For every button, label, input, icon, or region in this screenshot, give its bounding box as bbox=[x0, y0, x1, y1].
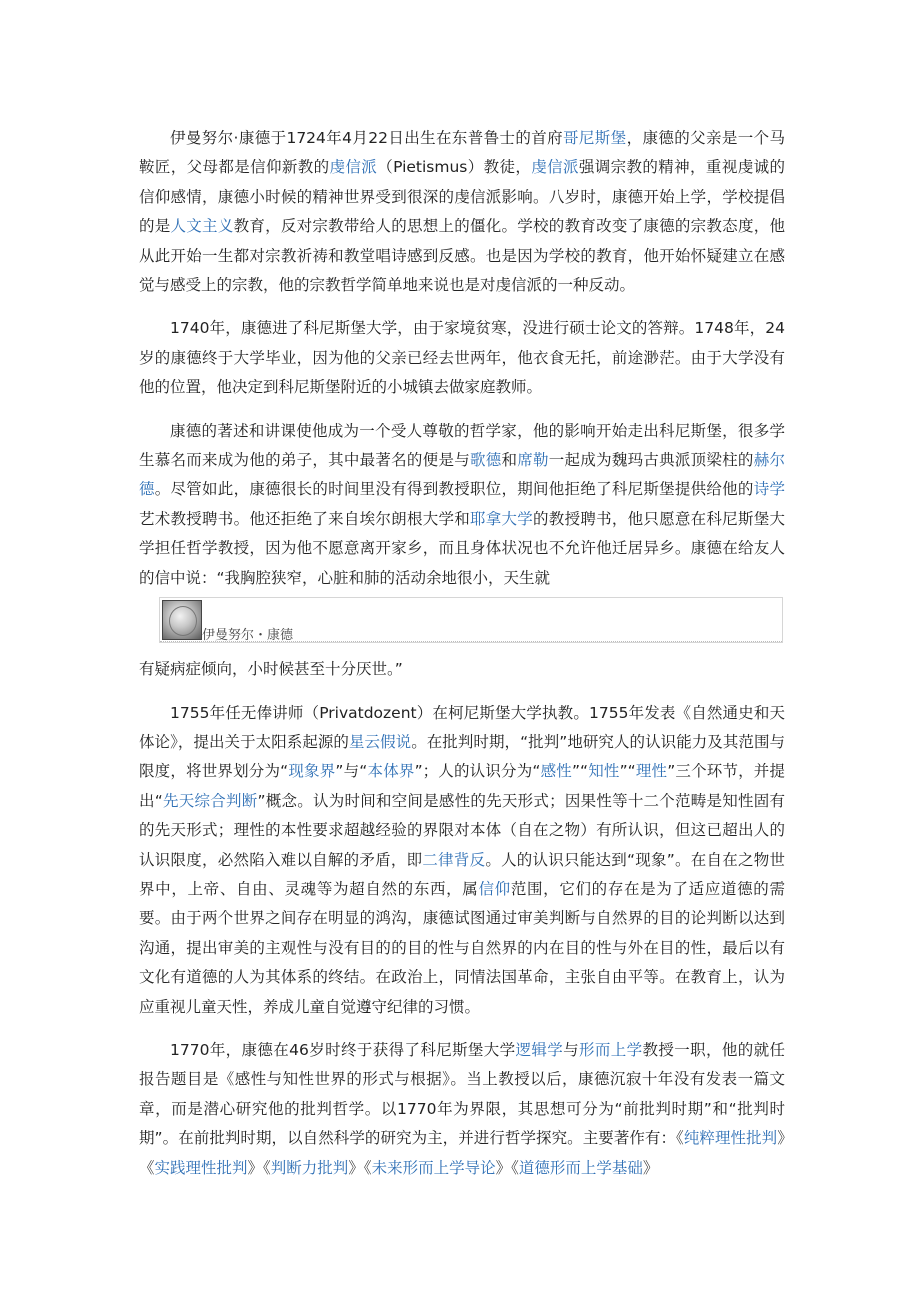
paragraph-university bbox=[139, 314, 785, 402]
text: ”“ bbox=[619, 762, 636, 781]
text: 。在批判时期，“批判”地研究人的认识能力及其范围与限度，将世界划分为“ bbox=[139, 732, 785, 781]
text: 教授一职，他的就任报告题目是《感性与知性世界的形式与根据》。当上教授以后，康德沉寂十年没有发表一篇文章，而是潜心研究他的批判哲学。以1770年为界限，其思想可分为“前批判时期”和“批判时期”。在前批判时期，以自然科学的研究为主，并进行哲学探究。主要著作有：《 bbox=[139, 1040, 785, 1148]
link-critique-judgment[interactable]: 判断力批判 bbox=[270, 1158, 349, 1177]
link-pietism[interactable]: 虔信派 bbox=[329, 158, 378, 177]
text: 艺术教授聘书。他还拒绝了来自埃尔朗根大学和 bbox=[139, 509, 470, 528]
text: 强调宗教的精神，重视虔诚的信仰感情，康德小时候的精神世界受到很深的虔信派影响。八岁时，康德开始上学，学校提倡的是 bbox=[139, 158, 785, 236]
link-metaphysics[interactable]: 形而上学 bbox=[579, 1040, 643, 1059]
text: 教育，反对宗教带给人的思想上的僵化。学校的教育改变了康德的宗教态度，他从此开始一生都对宗教祈祷和教堂唱诗感到反感。也是因为学校的教育，他开始怀疑建立在感觉与感受上的宗教，他的宗教哲学简单地来说也是对虔信派的一种反动。 bbox=[139, 217, 785, 295]
text: 康德的著述和讲课使他成为一个受人尊敬的哲学家，他的影响开始走出科尼斯堡，很多学生慕名而来成为他的弟子，其中最著名的便是与 bbox=[139, 421, 785, 470]
link-humanism[interactable]: 人文主义 bbox=[170, 217, 234, 236]
article-body bbox=[139, 124, 785, 1197]
text: ，康德的父亲是一个马鞍匠，父母都是信仰新教的 bbox=[139, 129, 785, 177]
link-phenomenal-world[interactable]: 现象界 bbox=[288, 762, 336, 781]
paragraph-reputation-continued bbox=[139, 655, 785, 684]
text: 1755年任无俸讲师（Privatdozent）在柯尼斯堡大学执教。1755年发表《自然通史和天体论》，提出关于太阳系起源的 bbox=[139, 703, 785, 751]
text: ”三个环节，并提出“ bbox=[139, 762, 785, 810]
link-herder[interactable]: 赫尔德 bbox=[139, 451, 785, 499]
paragraph-reputation bbox=[139, 417, 785, 593]
text: 伊曼努尔·康德于1724年4月22日出生在东普鲁士的首府 bbox=[170, 129, 564, 147]
text: 》 bbox=[642, 1158, 659, 1177]
text: ”与“ bbox=[335, 762, 368, 781]
link-logic[interactable]: 逻辑学 bbox=[515, 1040, 564, 1059]
link-jena-university[interactable]: 耶拿大学 bbox=[470, 509, 534, 528]
text: ”“ bbox=[571, 762, 589, 781]
link-poetics[interactable]: 诗学 bbox=[753, 480, 785, 499]
link-synthetic-a-priori[interactable]: 先天综合判断 bbox=[162, 791, 258, 810]
text: 》《 bbox=[348, 1158, 372, 1177]
text: 》《 bbox=[139, 1129, 785, 1177]
portrait-figure bbox=[159, 597, 783, 643]
text: （Pietismus）教徒， bbox=[377, 158, 532, 177]
link-noumenal-world[interactable]: 本体界 bbox=[367, 762, 415, 781]
text: 1740年，康德进了科尼斯堡大学，由于家境贫寒，没进行硕士论文的答辩。1748年，24岁的康德终于大学毕业，因为他的父亲已经去世两年，他衣食无托，前途渺茫。由于大学没有他的位置，他决定到科尼斯堡附近的小城镇去做家庭教师。 bbox=[139, 319, 785, 397]
text: 。尽管如此，康德很长的时间里没有得到教授职位，期间他拒绝了科尼斯堡提供给他的 bbox=[154, 480, 754, 499]
link-sensibility[interactable]: 感性 bbox=[540, 762, 572, 781]
text: 》《 bbox=[247, 1158, 271, 1177]
link-groundwork-metaphysics-morals[interactable]: 道德形而上学基础 bbox=[518, 1158, 643, 1177]
link-goethe[interactable]: 歌德 bbox=[469, 451, 502, 470]
link-reason[interactable]: 理性 bbox=[635, 762, 668, 781]
text: 和 bbox=[501, 451, 518, 470]
portrait-caption: 伊曼努尔・康德 bbox=[202, 628, 294, 644]
text: 一起成为魏玛古典派顶梁柱的 bbox=[548, 451, 754, 470]
text: ”；人的认识分为“ bbox=[414, 762, 541, 781]
link-faith[interactable]: 信仰 bbox=[478, 879, 511, 898]
link-prolegomena[interactable]: 未来形而上学导论 bbox=[371, 1158, 496, 1177]
kant-portrait-thumbnail[interactable] bbox=[162, 600, 202, 640]
link-critique-pure-reason[interactable]: 纯粹理性批判 bbox=[683, 1129, 778, 1148]
link-antinomy[interactable]: 二律背反 bbox=[422, 850, 486, 869]
paragraph-birth bbox=[139, 124, 785, 300]
link-pietism-2[interactable]: 虔信派 bbox=[531, 158, 579, 177]
paragraph-professorship bbox=[139, 1036, 785, 1183]
text: 与 bbox=[563, 1040, 580, 1059]
text: 范围，它们的存在是为了适应道德的需要。由于两个世界之间存在明显的鸿沟，康德试图通过审美判断与自然界的目的论判断以达到沟通，提出审美的主观性与没有目的的目的性与自然界的内在目的性与外在目的性，最后以有文化有道德的人为其体系的终结。在政治上，同情法国革命，主张自由平等。在教育上，认为应重视儿童天性，养成儿童自觉遵守纪律的习惯。 bbox=[139, 879, 785, 1016]
text: 》《 bbox=[495, 1158, 519, 1177]
text: 。人的认识只能达到“现象”。在自在之物世界中，上帝、自由、灵魂等为超自然的东西，属 bbox=[139, 850, 785, 898]
link-nebular-hypothesis[interactable]: 星云假说 bbox=[348, 732, 412, 751]
paragraph-critical-period bbox=[139, 699, 785, 1022]
link-konigsberg[interactable]: 哥尼斯堡 bbox=[563, 129, 627, 147]
text: ”概念。认为时间和空间是感性的先天形式；因果性等十二个范畴是知性固有的先天形式；理性的本性要求超越经验的界限对本体（自在之物）有所认识，但这已超出人的认识限度，必然陷入难以自解的矛盾，即 bbox=[139, 791, 785, 869]
link-understanding[interactable]: 知性 bbox=[588, 762, 620, 781]
link-schiller[interactable]: 席勒 bbox=[517, 451, 549, 470]
text: 的教授聘书，他只愿意在科尼斯堡大学担任哲学教授，因为他不愿意离开家乡，而且身体状况也不允许他迁居异乡。康德在给友人的信中说：“我胸腔狭窄，心脏和肺的活动余地很小，天生就 bbox=[139, 509, 785, 587]
text: 1770年，康德在46岁时终于获得了科尼斯堡大学 bbox=[170, 1040, 516, 1059]
text: 有疑病症倾向，小时候甚至十分厌世。” bbox=[139, 660, 403, 679]
link-critique-practical-reason[interactable]: 实践理性批判 bbox=[154, 1158, 248, 1177]
